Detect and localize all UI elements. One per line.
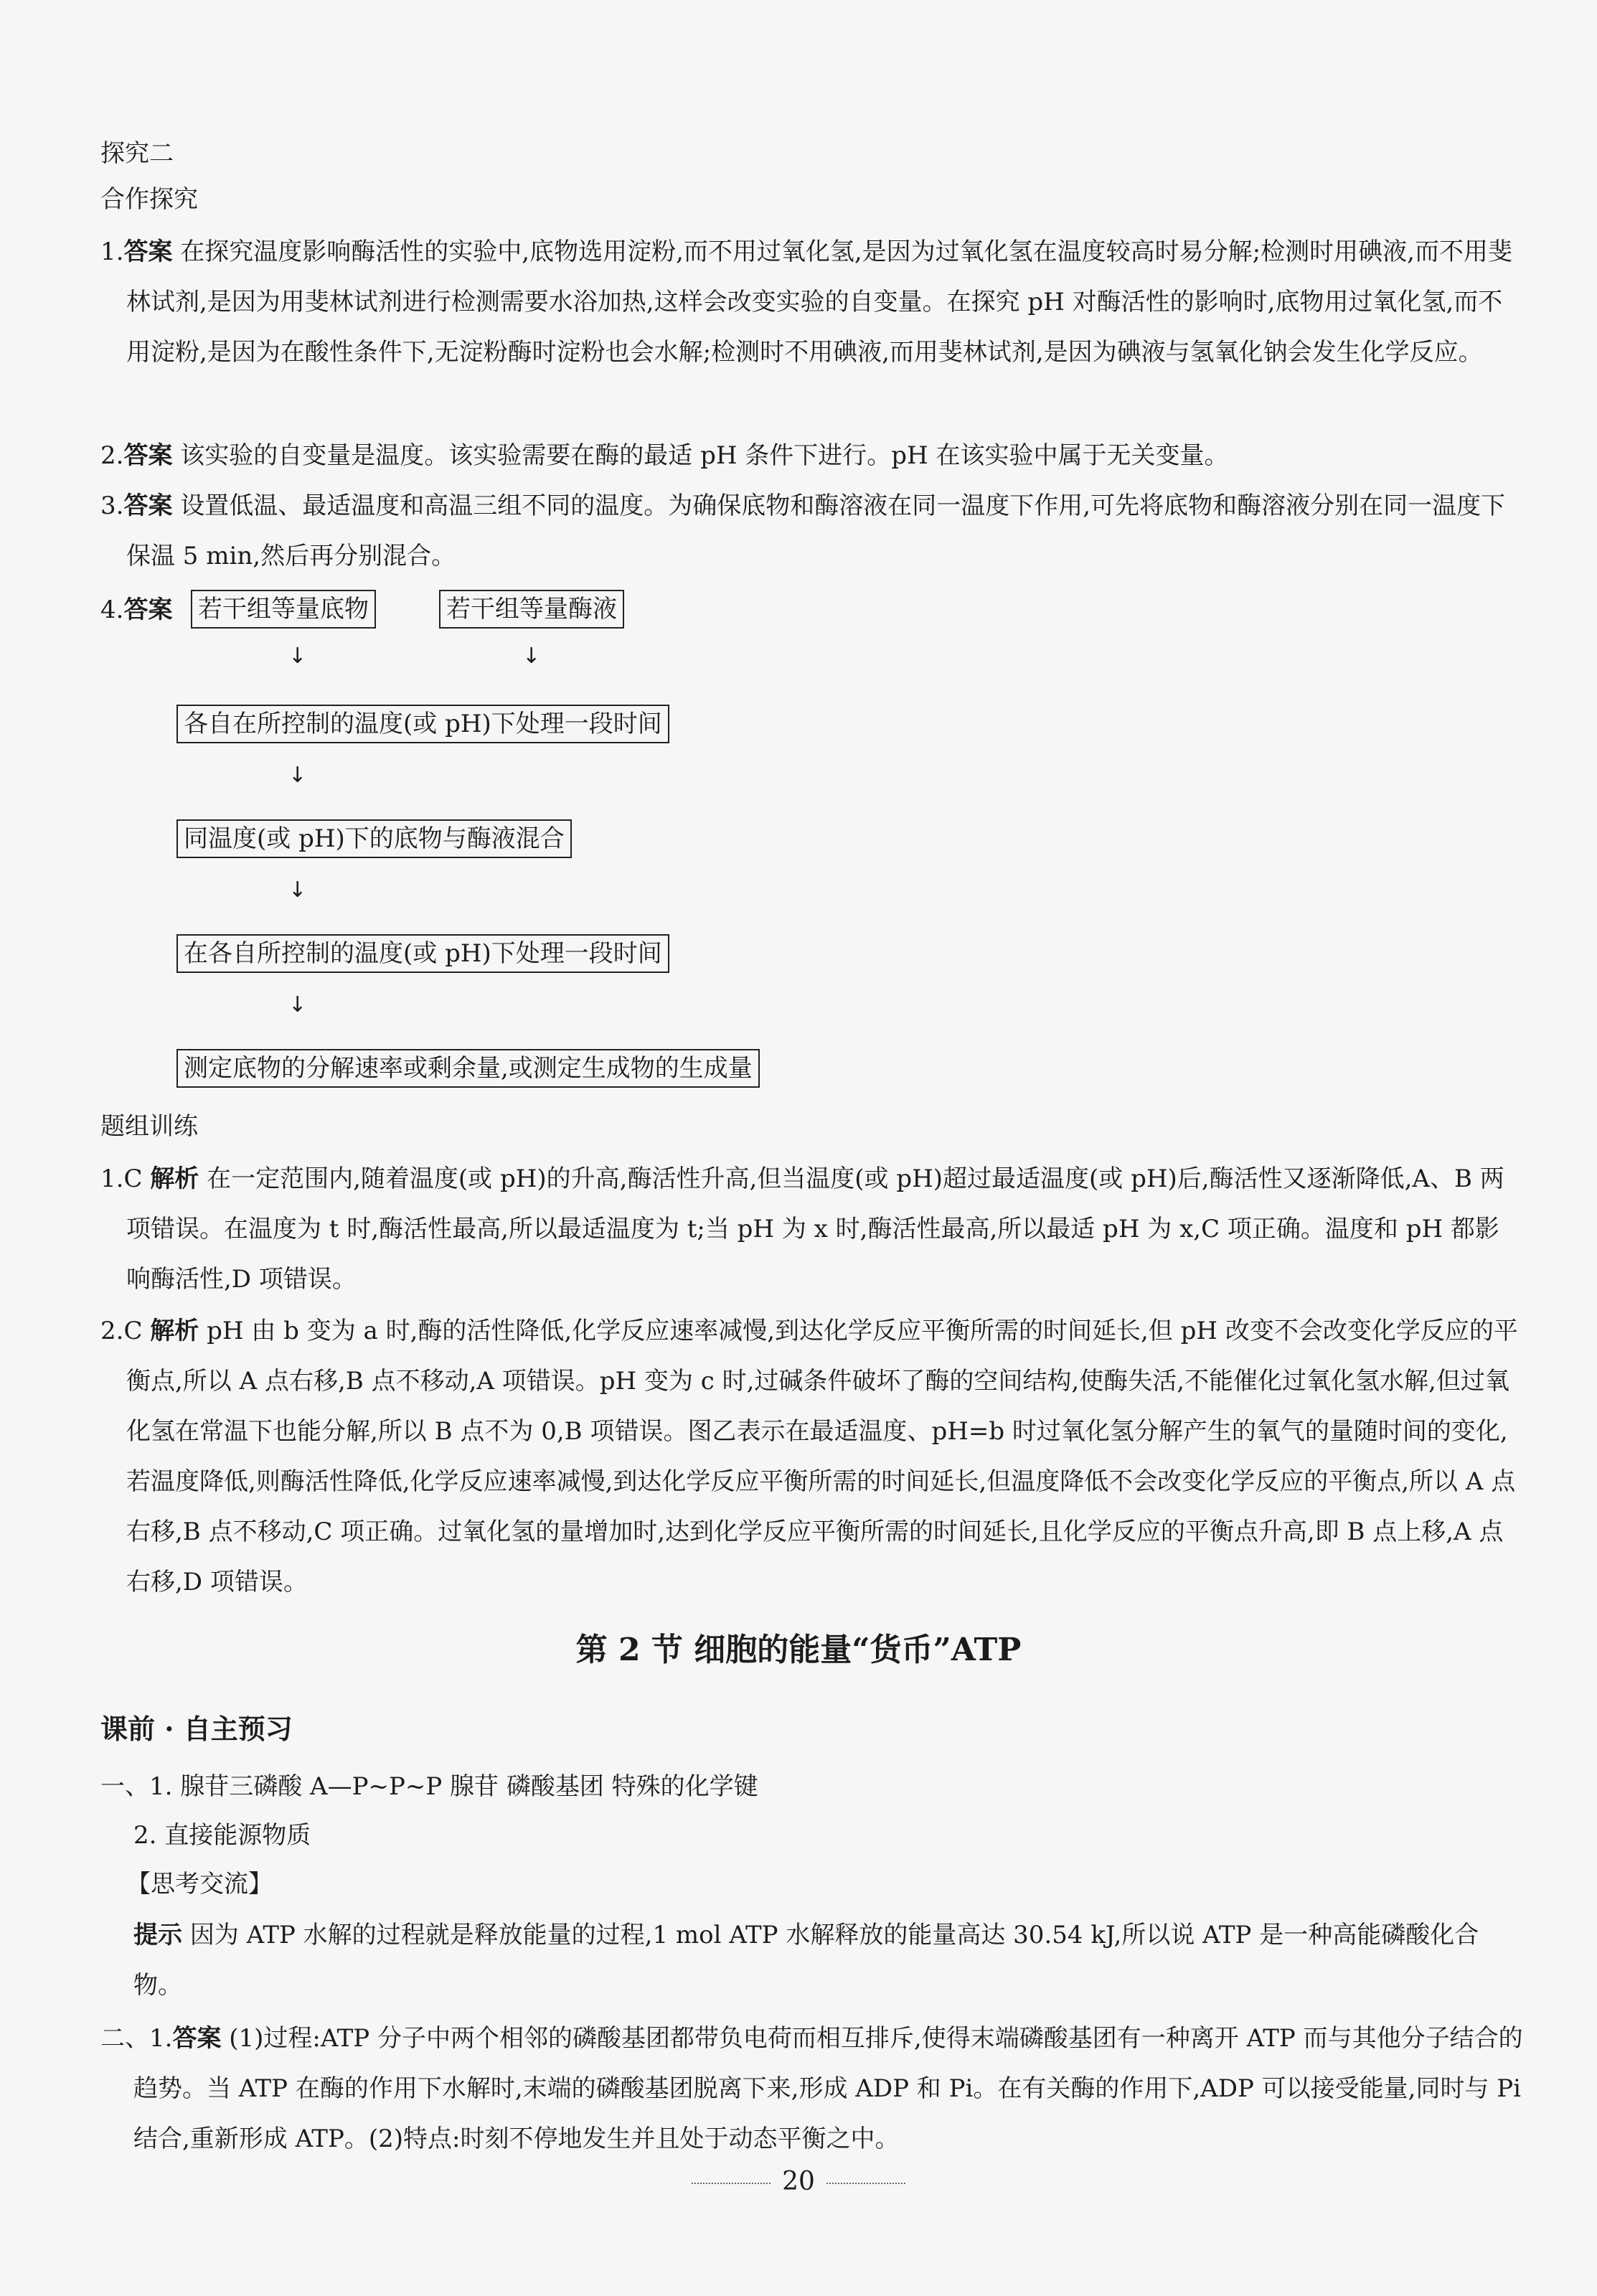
chapter-title: 第 2 节 细胞的能量“货币”ATP — [575, 1632, 1022, 1668]
section-heading-explore: 探究二 — [100, 139, 174, 168]
section-heading-preview: 课前 · 自主预习 — [100, 1713, 293, 1745]
flow-box-measure: 测定底物的分解速率或剩余量,或测定生成物的生成量 — [176, 1049, 760, 1088]
answer-text: 该实验的自变量是温度。该实验需要在酶的最适 pH 条件下进行。pH 在该实验中属于无关变量。 — [180, 441, 1229, 470]
answer-item-4-label — [100, 585, 172, 634]
answer-item-2 — [100, 430, 1522, 481]
answer-item-1 — [100, 227, 1522, 377]
item-number: 2. — [100, 441, 124, 470]
answer-tag: 答案 — [123, 596, 173, 624]
flow-arrow-down-icon: ↓ — [288, 878, 307, 903]
footer-decoration-left — [692, 2183, 771, 2184]
hint-text: 因为 ATP 水解的过程就是释放能量的过程,1 mol ATP 水解释放的能量高达 30.54 kJ,所以说 ATP 是一种高能磷酸化合物。 — [133, 1921, 1479, 2000]
think-exchange-label: 【思考交流】 — [126, 1870, 273, 1899]
flow-box-substrate: 若干组等量底物 — [191, 590, 376, 629]
item-number: 3. — [100, 491, 124, 520]
flow-arrow-down-icon: ↓ — [288, 644, 307, 669]
answer-text: (1)过程:ATP 分子中两个相邻的磷酸基团都带负电荷而相互排斥,使得末端磷酸基团有一种离开 ATP 而与其他分子结合的趋势。当 ATP 在酶的作用下水解时,末端的磷酸基团脱离下来,形成 ADP 和 Pi。在有关酶的作用下,ADP 可以接受能量,同时与 Pi 结合,重新形成 ATP。(2)特点:时刻不停地发生并且处于动态平衡之中。 — [133, 2024, 1523, 2153]
analysis-item-2 — [100, 1306, 1522, 1607]
preview-answer-item — [100, 2013, 1530, 2164]
item-number: 2.C — [100, 1317, 143, 1345]
analysis-tag: 解析 — [150, 1317, 199, 1345]
flow-box-mix: 同温度(或 pH)下的底物与酶液混合 — [176, 819, 572, 858]
preview-line-2: 2. 直接能源物质 — [133, 1821, 311, 1850]
answer-tag: 答案 — [123, 441, 173, 470]
hint-paragraph — [133, 1910, 1497, 2010]
flow-arrow-down-icon: ↓ — [522, 644, 541, 669]
item-number: 1. — [100, 237, 124, 266]
analysis-item-1 — [100, 1154, 1522, 1304]
flow-box-treat-again: 在各自所控制的温度(或 pH)下处理一段时间 — [176, 934, 669, 973]
page-number: 20 — [782, 2167, 815, 2196]
analysis-text: 在一定范围内,随着温度(或 pH)的升高,酶活性升高,但当温度(或 pH)超过最适温度(或 pH)后,酶活性又逐渐降低,A、B 两项错误。在温度为 t 时,酶活性最高,所以最适温度为 t;当 pH 为 x 时,酶活性最高,所以最适 pH 为 x,C 项正确。温度和 pH 都影响酶活性,D 项错误。 — [126, 1165, 1504, 1294]
section-heading-exercises: 题组训练 — [100, 1112, 198, 1141]
hint-tag: 提示 — [133, 1921, 182, 1949]
preview-line-1: 一、1. 腺苷三磷酸 A—P~P~P 腺苷 磷酸基团 特殊的化学键 — [100, 1772, 758, 1801]
answer-text: 在探究温度影响酶活性的实验中,底物选用淀粉,而不用过氧化氢,是因为过氧化氢在温度较高时易分解;检测时用碘液,而不用斐林试剂,是因为用斐林试剂进行检测需要水浴加热,这样会改变实验的自变量。在探究 pH 对酶活性的影响时,底物用过氧化氢,而不用淀粉,是因为在酸性条件下,无淀粉酶时淀粉也会水解;检测时不用碘液,而用斐林试剂,是因为碘液与氢氧化钠会发生化学反应。 — [126, 237, 1512, 367]
analysis-tag: 解析 — [150, 1165, 199, 1193]
flow-arrow-down-icon: ↓ — [288, 992, 307, 1017]
answer-tag: 答案 — [172, 2024, 222, 2053]
item-number: 二、1. — [100, 2024, 173, 2053]
answer-tag: 答案 — [123, 491, 173, 520]
answer-item-3 — [100, 481, 1522, 581]
flow-arrow-down-icon: ↓ — [288, 763, 307, 788]
item-number: 4. — [100, 596, 124, 624]
analysis-text: pH 由 b 变为 a 时,酶的活性降低,化学反应速率减慢,到达化学反应平衡所需的时间延长,但 pH 改变不会改变化学反应的平衡点,所以 A 点右移,B 点不移动,A 项错误。pH 变为 c 时,过碱条件破坏了酶的空间结构,使酶失活,不能催化过氧化氢水解,但过氧化氢在常温下也能分解,所以 B 点不为 0,B 项错误。图乙表示在最适温度、pH=b 时过氧化氢分解产生的氧气的量随时间的变化,若温度降低,则酶活性降低,化学反应速率减慢,到达化学反应平衡所需的时间延长,但温度降低不会改变化学反应的平衡点,所以 A 点右移,B 点不移动,C 项正确。过氧化氢的量增加时,达到化学反应平衡所需的时间延长,且化学反应的平衡点升高,即 B 点上移,A 点右移,D 项错误。 — [126, 1317, 1518, 1596]
answer-text: 设置低温、最适温度和高温三组不同的温度。为确保底物和酶溶液在同一温度下作用,可先将底物和酶溶液分别在同一温度下保温 5 min,然后再分别混合。 — [126, 491, 1506, 570]
flow-box-enzyme: 若干组等量酶液 — [439, 590, 624, 629]
flow-box-treat-separately: 各自在所控制的温度(或 pH)下处理一段时间 — [176, 705, 669, 743]
item-number: 1.C — [100, 1165, 143, 1193]
answer-tag: 答案 — [123, 237, 173, 266]
footer-decoration-right — [826, 2183, 905, 2184]
subheading-cooperative: 合作探究 — [100, 185, 198, 214]
page-footer — [0, 2167, 1597, 2196]
